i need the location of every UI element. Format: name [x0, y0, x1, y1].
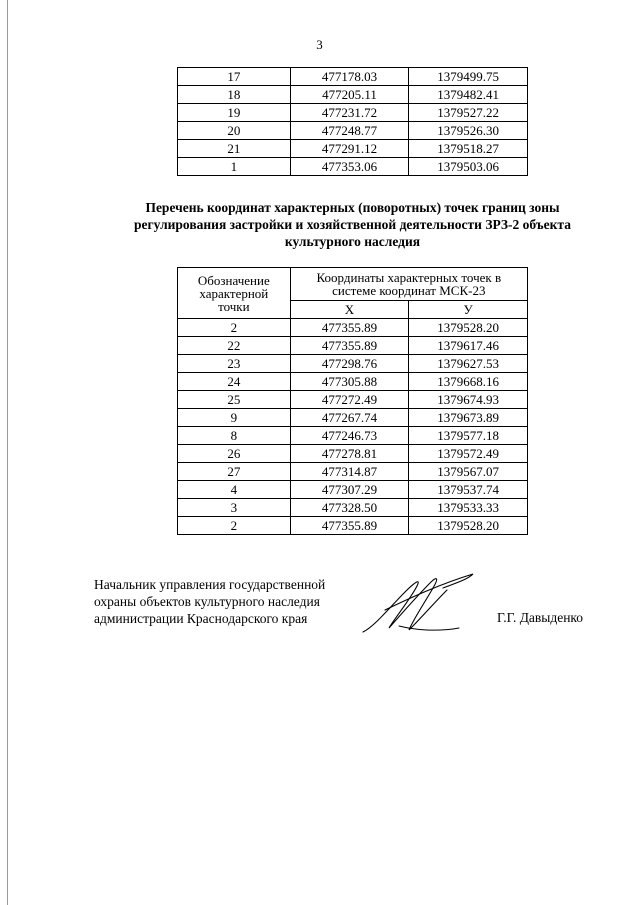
- y-coordinate-cell: 1379503.06: [409, 158, 528, 176]
- signatory-title-line: Начальник управления государственной: [94, 577, 326, 592]
- x-coordinate-cell: 477248.77: [290, 122, 409, 140]
- point-number-cell: 3: [178, 499, 291, 517]
- x-coordinate-cell: 477246.73: [290, 427, 409, 445]
- table-header-row: [178, 268, 528, 301]
- x-coordinate-cell: 477291.12: [290, 140, 409, 158]
- x-coordinate-cell: 477272.49: [290, 391, 409, 409]
- x-coordinate-cell: 477353.06: [290, 158, 409, 176]
- header-point-line: Обозначение: [197, 272, 270, 288]
- header-point-line: характерной: [199, 285, 269, 301]
- x-coordinate-cell: 477205.11: [290, 86, 409, 104]
- x-coordinate-cell: 477355.89: [290, 337, 409, 355]
- header-point-line: точки: [218, 298, 250, 314]
- y-coordinate-cell: 1379567.07: [409, 463, 528, 481]
- table-row: [178, 481, 528, 499]
- y-coordinate-cell: 1379674.93: [409, 391, 528, 409]
- point-number-cell: 27: [178, 463, 291, 481]
- point-number-cell: 4: [178, 481, 291, 499]
- y-coordinate-cell: 1379617.46: [409, 337, 528, 355]
- y-coordinate-cell: 1379537.74: [409, 481, 528, 499]
- y-coordinate-cell: 1379533.33: [409, 499, 528, 517]
- table-row: [178, 122, 528, 140]
- header-point-cell: [178, 268, 291, 319]
- table-row: [178, 445, 528, 463]
- signatory-title: [94, 576, 325, 627]
- table-row: [178, 86, 528, 104]
- table-row: [178, 68, 528, 86]
- point-number-cell: 26: [178, 445, 291, 463]
- x-coordinate-cell: 477305.88: [290, 373, 409, 391]
- handwritten-signature: [355, 568, 480, 638]
- page-edge-line: [7, 0, 8, 905]
- signatory-title-line: администрации Краснодарского края: [94, 611, 308, 626]
- y-coordinate-cell: 1379482.41: [409, 86, 528, 104]
- signatory-title-line: охраны объектов культурного наследия: [94, 594, 320, 609]
- y-coordinate-cell: 1379518.27: [409, 140, 528, 158]
- x-coordinate-cell: 477267.74: [290, 409, 409, 427]
- x-coordinate-cell: 477278.81: [290, 445, 409, 463]
- point-number-cell: 19: [178, 104, 291, 122]
- coordinates-table-continued-body: [178, 68, 528, 176]
- x-coordinate-cell: 477178.03: [290, 68, 409, 86]
- table-row: [178, 337, 528, 355]
- y-coordinate-cell: 1379627.53: [409, 355, 528, 373]
- table-row: [178, 140, 528, 158]
- point-number-cell: 21: [178, 140, 291, 158]
- coordinates-table-continued: [177, 67, 528, 176]
- y-coordinate-cell: 1379527.22: [409, 104, 528, 122]
- table-row: [178, 463, 528, 481]
- point-number-cell: 8: [178, 427, 291, 445]
- x-coordinate-cell: 477298.76: [290, 355, 409, 373]
- y-coordinate-cell: 1379577.18: [409, 427, 528, 445]
- point-number-cell: 23: [178, 355, 291, 373]
- x-coordinate-cell: 477231.72: [290, 104, 409, 122]
- point-number-cell: 9: [178, 409, 291, 427]
- point-number-cell: 20: [178, 122, 291, 140]
- table-row: [178, 499, 528, 517]
- section-heading-line-2: регулирования застройки и хозяйственной деятельности ЗРЗ-2 объекта: [134, 217, 571, 232]
- y-coordinate-cell: 1379499.75: [409, 68, 528, 86]
- table-row: [178, 373, 528, 391]
- page-number: 3: [316, 37, 323, 52]
- section-heading: [95, 199, 610, 250]
- point-number-cell: 2: [178, 319, 291, 337]
- y-coordinate-cell: 1379528.20: [409, 319, 528, 337]
- point-number-cell: 25: [178, 391, 291, 409]
- x-coordinate-cell: 477355.89: [290, 319, 409, 337]
- x-coordinate-cell: 477328.50: [290, 499, 409, 517]
- point-number-cell: 1: [178, 158, 291, 176]
- header-coords-line: системе координат МСК-23: [332, 283, 486, 299]
- point-number-cell: 17: [178, 68, 291, 86]
- header-coords-line: Координаты характерных точек в: [316, 270, 502, 286]
- table-row: [178, 517, 528, 535]
- table-row: [178, 319, 528, 337]
- y-coordinate-cell: 1379572.49: [409, 445, 528, 463]
- point-number-cell: 18: [178, 86, 291, 104]
- table-row: [178, 355, 528, 373]
- x-coordinate-cell: 477314.87: [290, 463, 409, 481]
- table-row: [178, 104, 528, 122]
- coordinates-table-header: [178, 268, 528, 319]
- header-y-cell: У: [409, 301, 528, 319]
- coordinates-table-zrz2: [177, 267, 528, 535]
- point-number-cell: 2: [178, 517, 291, 535]
- table-row: [178, 158, 528, 176]
- x-coordinate-cell: 477355.89: [290, 517, 409, 535]
- table-row: [178, 427, 528, 445]
- y-coordinate-cell: 1379526.30: [409, 122, 528, 140]
- signatory-name: Г.Г. Давыденко: [497, 610, 584, 625]
- coordinates-table-zrz2-body: [178, 319, 528, 535]
- y-coordinate-cell: 1379668.16: [409, 373, 528, 391]
- table-row: [178, 391, 528, 409]
- point-number-cell: 22: [178, 337, 291, 355]
- table-row: [178, 409, 528, 427]
- header-coords-cell: [290, 268, 527, 301]
- point-number-cell: 24: [178, 373, 291, 391]
- x-coordinate-cell: 477307.29: [290, 481, 409, 499]
- y-coordinate-cell: 1379528.20: [409, 517, 528, 535]
- section-heading-line-1: Перечень координат характерных (поворотных) точек границ зоны: [145, 200, 560, 215]
- header-x-cell: X: [290, 301, 409, 319]
- y-coordinate-cell: 1379673.89: [409, 409, 528, 427]
- section-heading-line-3: культурного наследия: [284, 234, 421, 249]
